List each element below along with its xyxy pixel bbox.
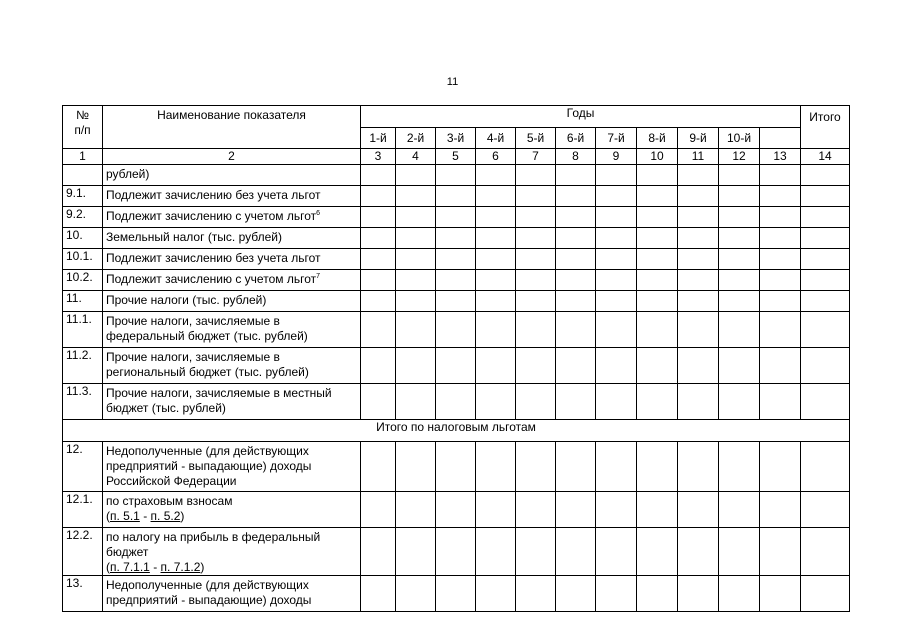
column-number: 11 <box>678 149 719 165</box>
value-cell <box>801 528 850 576</box>
year-label: 4-й <box>476 128 516 149</box>
value-cell <box>396 249 436 270</box>
value-cell <box>361 312 396 348</box>
section-title: Итого по налоговым льготам <box>63 420 850 442</box>
table-row <box>63 492 850 528</box>
table-row <box>63 384 850 420</box>
value-cell <box>516 576 556 612</box>
value-cell <box>637 442 678 492</box>
value-cell <box>396 442 436 492</box>
value-cell <box>596 442 637 492</box>
value-cell <box>396 384 436 420</box>
column-number: 8 <box>556 149 596 165</box>
indicator-text: рублей) <box>106 167 150 181</box>
year-label: 5-й <box>516 128 556 149</box>
value-cell <box>361 528 396 576</box>
value-cell <box>760 228 801 249</box>
value-cell <box>476 228 516 249</box>
reference-link: п. 7.1.1 <box>110 560 150 574</box>
value-cell <box>637 270 678 291</box>
years-header: Годы <box>361 106 801 128</box>
table-row <box>63 165 850 186</box>
value-cell <box>760 442 801 492</box>
value-cell <box>396 270 436 291</box>
row-number: 10.2. <box>63 270 103 291</box>
value-cell <box>516 291 556 312</box>
indicator-name <box>103 442 361 492</box>
value-cell <box>719 384 760 420</box>
page-number: 11 <box>446 76 459 88</box>
value-cell <box>516 165 556 186</box>
value-cell <box>476 186 516 207</box>
value-cell <box>760 312 801 348</box>
indicator-text: Подлежит зачислению с учетом льгот <box>106 209 317 223</box>
value-cell <box>436 207 476 228</box>
value-cell <box>396 528 436 576</box>
value-cell <box>596 207 637 228</box>
value-cell <box>596 165 637 186</box>
value-cell <box>637 348 678 384</box>
value-cell <box>801 576 850 612</box>
total-header: Итого <box>801 106 850 149</box>
value-cell <box>596 186 637 207</box>
value-cell <box>760 207 801 228</box>
value-cell <box>476 270 516 291</box>
row-number: 11. <box>63 291 103 312</box>
tax-benefits-table <box>62 105 850 612</box>
value-cell <box>637 291 678 312</box>
footnote-marker: 6 <box>316 210 321 217</box>
value-cell <box>476 492 516 528</box>
row-number: 10.1. <box>63 249 103 270</box>
column-number: 7 <box>516 149 556 165</box>
value-cell <box>396 207 436 228</box>
value-cell <box>361 207 396 228</box>
indicator-name <box>103 207 361 228</box>
value-cell <box>436 270 476 291</box>
value-cell <box>637 249 678 270</box>
value-cell <box>556 348 596 384</box>
row-number: 12. <box>63 442 103 492</box>
ref-close: ) <box>200 560 205 574</box>
table-row <box>63 207 850 228</box>
value-cell <box>801 249 850 270</box>
ref-open: ( <box>106 509 110 523</box>
value-cell <box>556 291 596 312</box>
value-cell <box>361 442 396 492</box>
value-cell <box>361 228 396 249</box>
value-cell <box>596 249 637 270</box>
value-cell <box>556 492 596 528</box>
value-cell <box>760 249 801 270</box>
value-cell <box>719 228 760 249</box>
row-number: 12.2. <box>63 528 103 576</box>
indicator-name <box>103 384 361 420</box>
value-cell <box>476 384 516 420</box>
value-cell <box>678 186 719 207</box>
column-number: 4 <box>396 149 436 165</box>
value-cell <box>801 207 850 228</box>
table-row <box>63 228 850 249</box>
value-cell <box>637 312 678 348</box>
value-cell <box>436 249 476 270</box>
value-cell <box>801 492 850 528</box>
indicator-name <box>103 291 361 312</box>
value-cell <box>476 312 516 348</box>
value-cell <box>516 207 556 228</box>
row-number: 9.2. <box>63 207 103 228</box>
reference-link: п. 5.1 <box>110 509 140 523</box>
value-cell <box>436 291 476 312</box>
column-number: 3 <box>361 149 396 165</box>
value-cell <box>719 165 760 186</box>
row-number: 10. <box>63 228 103 249</box>
value-cell <box>396 165 436 186</box>
value-cell <box>760 165 801 186</box>
column-number: 10 <box>637 149 678 165</box>
value-cell <box>637 576 678 612</box>
ref-separator: - <box>139 509 151 523</box>
value-cell <box>436 348 476 384</box>
value-cell <box>556 442 596 492</box>
table-row <box>63 312 850 348</box>
value-cell <box>476 576 516 612</box>
value-cell <box>556 228 596 249</box>
value-cell <box>516 249 556 270</box>
value-cell <box>801 291 850 312</box>
year-label: 9-й <box>678 128 719 149</box>
value-cell <box>678 228 719 249</box>
value-cell <box>556 270 596 291</box>
year-label: 3-й <box>436 128 476 149</box>
table-row <box>63 270 850 291</box>
footnote-marker: 7 <box>316 273 321 280</box>
year-label: 1-й <box>361 128 396 149</box>
column-number: 9 <box>596 149 637 165</box>
row-number: 11.3. <box>63 384 103 420</box>
value-cell <box>556 312 596 348</box>
value-cell <box>361 576 396 612</box>
table-row <box>63 442 850 492</box>
value-cell <box>678 492 719 528</box>
indicator-text: Недополученные (для действующих предприятий - выпадающие) доходы <box>106 578 312 607</box>
value-cell <box>801 442 850 492</box>
ref-close: ) <box>180 509 185 523</box>
value-cell <box>801 228 850 249</box>
indicator-text: Прочие налоги, зачисляемые в федеральный бюджет (тыс. рублей) <box>106 314 308 343</box>
value-cell <box>596 384 637 420</box>
value-cell <box>637 165 678 186</box>
column-number: 14 <box>801 149 850 165</box>
value-cell <box>556 384 596 420</box>
value-cell <box>596 291 637 312</box>
value-cell <box>476 528 516 576</box>
value-cell <box>678 442 719 492</box>
value-cell <box>476 165 516 186</box>
value-cell <box>760 384 801 420</box>
value-cell <box>760 270 801 291</box>
indicator-name <box>103 186 361 207</box>
value-cell <box>719 348 760 384</box>
value-cell <box>596 528 637 576</box>
value-cell <box>678 165 719 186</box>
value-cell <box>596 492 637 528</box>
value-cell <box>516 348 556 384</box>
value-cell <box>637 528 678 576</box>
value-cell <box>516 312 556 348</box>
indicator-text: Подлежит зачислению с учетом льгот <box>106 272 317 286</box>
value-cell <box>678 207 719 228</box>
indicator-text: Прочие налоги (тыс. рублей) <box>106 293 267 307</box>
indicator-text: по налогу на прибыль в федеральный бюджет <box>106 530 321 559</box>
value-cell <box>396 228 436 249</box>
value-cell <box>361 249 396 270</box>
value-cell <box>516 528 556 576</box>
value-cell <box>476 442 516 492</box>
value-cell <box>361 186 396 207</box>
value-cell <box>678 291 719 312</box>
value-cell <box>436 186 476 207</box>
value-cell <box>556 249 596 270</box>
value-cell <box>361 165 396 186</box>
value-cell <box>556 165 596 186</box>
ref-open: ( <box>106 560 110 574</box>
ref-separator: - <box>149 560 161 574</box>
value-cell <box>719 249 760 270</box>
value-cell <box>396 312 436 348</box>
value-cell <box>516 186 556 207</box>
value-cell <box>801 312 850 348</box>
value-cell <box>719 291 760 312</box>
value-cell <box>596 348 637 384</box>
value-cell <box>719 312 760 348</box>
value-cell <box>516 228 556 249</box>
value-cell <box>678 528 719 576</box>
value-cell <box>361 384 396 420</box>
value-cell <box>760 528 801 576</box>
table-row <box>63 291 850 312</box>
indicator-text: Недополученные (для действующих предприятий - выпадающие) доходы Российской Федерации <box>106 444 312 488</box>
reference-link: п. 5.2 <box>150 509 181 523</box>
value-cell <box>678 348 719 384</box>
value-cell <box>396 291 436 312</box>
value-cell <box>596 576 637 612</box>
value-cell <box>678 576 719 612</box>
table-row <box>63 186 850 207</box>
value-cell <box>476 291 516 312</box>
column-number: 1 <box>63 149 103 165</box>
value-cell <box>436 492 476 528</box>
value-cell <box>801 186 850 207</box>
row-number: 11.1. <box>63 312 103 348</box>
indicator-name <box>103 576 361 612</box>
indicator-name <box>103 228 361 249</box>
value-cell <box>637 228 678 249</box>
value-cell <box>436 312 476 348</box>
column-number: 6 <box>476 149 516 165</box>
value-cell <box>361 348 396 384</box>
value-cell <box>516 384 556 420</box>
value-cell <box>476 249 516 270</box>
value-cell <box>760 492 801 528</box>
value-cell <box>516 270 556 291</box>
value-cell <box>801 384 850 420</box>
value-cell <box>801 165 850 186</box>
value-cell <box>516 442 556 492</box>
value-cell <box>801 348 850 384</box>
value-cell <box>396 348 436 384</box>
value-cell <box>719 492 760 528</box>
value-cell <box>596 312 637 348</box>
indicator-name <box>103 528 361 576</box>
indicator-text: Подлежит зачислению без учета льгот <box>106 188 321 202</box>
year-label: 10-й <box>719 128 760 149</box>
value-cell <box>678 312 719 348</box>
value-cell <box>678 384 719 420</box>
num-header: № п/п <box>63 106 103 149</box>
value-cell <box>719 442 760 492</box>
indicator-text: Прочие налоги, зачисляемые в местный бюджет (тыс. рублей) <box>106 386 332 415</box>
value-cell <box>436 528 476 576</box>
value-cell <box>760 348 801 384</box>
reference-link: п. 7.1.2 <box>160 560 201 574</box>
value-cell <box>556 528 596 576</box>
year-label <box>760 128 801 149</box>
column-number: 13 <box>760 149 801 165</box>
table-row <box>63 249 850 270</box>
name-header: Наименование показателя <box>103 106 361 149</box>
value-cell <box>436 165 476 186</box>
year-label: 6-й <box>556 128 596 149</box>
value-cell <box>719 528 760 576</box>
value-cell <box>556 186 596 207</box>
indicator-name <box>103 348 361 384</box>
value-cell <box>436 442 476 492</box>
column-number: 2 <box>103 149 361 165</box>
value-cell <box>637 492 678 528</box>
value-cell <box>396 492 436 528</box>
indicator-name <box>103 270 361 291</box>
year-label: 7-й <box>596 128 637 149</box>
indicator-name <box>103 312 361 348</box>
column-number: 5 <box>436 149 476 165</box>
value-cell <box>760 291 801 312</box>
value-cell <box>476 348 516 384</box>
value-cell <box>760 186 801 207</box>
value-cell <box>556 207 596 228</box>
indicator-text: Прочие налоги, зачисляемые в региональный бюджет (тыс. рублей) <box>106 350 309 379</box>
value-cell <box>556 576 596 612</box>
row-number: 9.1. <box>63 186 103 207</box>
value-cell <box>396 186 436 207</box>
value-cell <box>436 384 476 420</box>
indicator-text: Подлежит зачислению без учета льгот <box>106 251 321 265</box>
value-cell <box>436 228 476 249</box>
value-cell <box>637 186 678 207</box>
value-cell <box>719 207 760 228</box>
indicator-name <box>103 249 361 270</box>
row-number: 11.2. <box>63 348 103 384</box>
value-cell <box>361 291 396 312</box>
indicator-text: Земельный налог (тыс. рублей) <box>106 230 282 244</box>
value-cell <box>637 384 678 420</box>
value-cell <box>396 576 436 612</box>
row-number <box>63 165 103 186</box>
value-cell <box>801 270 850 291</box>
section-row <box>63 420 850 442</box>
column-number: 12 <box>719 149 760 165</box>
value-cell <box>436 576 476 612</box>
value-cell <box>476 207 516 228</box>
table-row <box>63 576 850 612</box>
table-row <box>63 348 850 384</box>
value-cell <box>719 576 760 612</box>
value-cell <box>596 228 637 249</box>
year-label: 2-й <box>396 128 436 149</box>
value-cell <box>516 492 556 528</box>
value-cell <box>760 576 801 612</box>
value-cell <box>596 270 637 291</box>
value-cell <box>719 270 760 291</box>
value-cell <box>719 186 760 207</box>
value-cell <box>637 207 678 228</box>
indicator-name <box>103 165 361 186</box>
value-cell <box>361 492 396 528</box>
indicator-name <box>103 492 361 528</box>
row-number: 13. <box>63 576 103 612</box>
table-row <box>63 528 850 576</box>
value-cell <box>678 270 719 291</box>
year-label: 8-й <box>637 128 678 149</box>
value-cell <box>678 249 719 270</box>
indicator-text: по страховым взносам <box>106 494 233 508</box>
row-number: 12.1. <box>63 492 103 528</box>
value-cell <box>361 270 396 291</box>
